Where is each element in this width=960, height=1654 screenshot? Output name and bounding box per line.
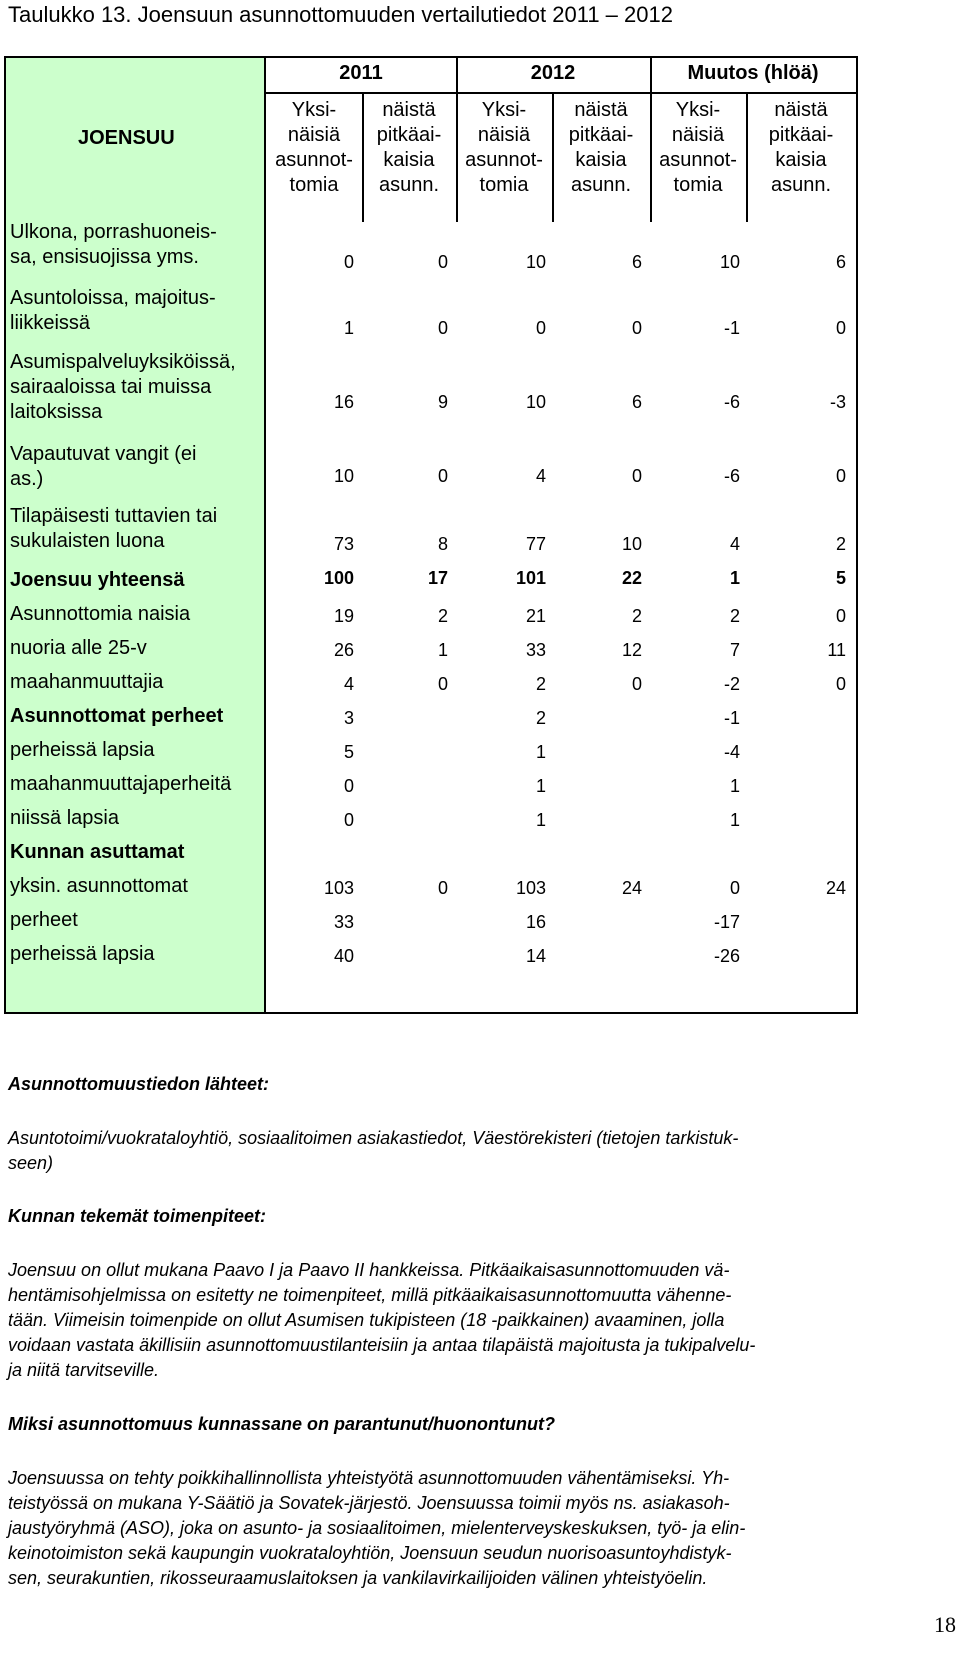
table-cell: 3 [343,708,354,728]
page-number: 18 [934,1612,956,1637]
table-cell: 14 [525,946,546,966]
table-cell: 8 [437,534,448,554]
table-cell: 2 [535,708,546,728]
table-cell: 11 [827,640,846,660]
col-header-longterm: näistä pitkäai- kaisia asunn. [768,99,834,196]
table-cell: 0 [631,466,642,486]
table-cell: 10 [719,252,740,272]
table-cell: 0 [835,674,846,694]
change-header: Muutos (hlöä) [687,62,819,84]
table-cell: 22 [621,568,642,588]
table-cell: 5 [835,568,846,588]
table-cell: 1 [535,742,546,762]
row-label: Vapautuvat vangit (ei as.) [10,443,197,490]
row-label: Tilapäisesti tuttavien tai sukulaisten luona [10,505,218,552]
table-cell: -3 [829,392,846,412]
col-header-single: Yksi- näisiä asunnot- tomia [659,99,737,196]
table-cell: 2 [437,606,448,626]
row-label-total: Joensuu yhteensä [10,569,185,591]
table-cell: 19 [333,606,354,626]
table-cell: 10 [333,466,354,486]
row-label: Asuntoloissa, majoitus- liikkeissä [10,287,216,334]
section-heading-why: Miksi asunnottomuus kunnassane on parantunut/huonontunut? [8,1414,555,1434]
table-cell: 2 [535,674,546,694]
table-cell: 12 [621,640,642,660]
row-label-families: Asunnottomat perheet [10,705,224,727]
table-cell: 24 [621,878,642,898]
actions-paragraph: Joensuu on ollut mukana Paavo I ja Paavo II hankkeissa. Pitkäaikaisasunnottomuuden vä- hentämisohjelmissa on esitetty ne toimenpiteet, millä pitkäaikaisasunnottomuutta vähenne- tään. Viimeisin toimenpide on ollut Asumisen tukipisteen (18 -paikkainen) avaaminen, jolla voidaan vastata äkillisiin asunnottomuustilanteisiin ja antaa tilapäistä majoitusta ja tukipalvelu- ja niitä tarvitseville. [8,1260,756,1380]
table-cell: 26 [333,640,354,660]
table-cell: 103 [515,878,546,898]
table-cell: 0 [631,674,642,694]
table-cell: 21 [525,606,546,626]
row-label: perheet [10,909,78,931]
row-label: yksin. asunnottomat [10,875,188,897]
table-cell: 0 [343,776,354,796]
table-cell: 4 [535,466,546,486]
table-cell: 0 [437,466,448,486]
table-cell: 1 [343,318,354,338]
table-cell: 73 [333,534,354,554]
table-cell: 0 [437,318,448,338]
table-cell: -17 [713,912,740,932]
table-cell: 0 [437,878,448,898]
table-cell: 4 [729,534,740,554]
table-cell: -6 [723,392,740,412]
col-header-single: Yksi- näisiä asunnot- tomia [275,99,353,196]
table-cell: -1 [723,708,740,728]
why-paragraph: Joensuussa on tehty poikkihallinnollista yhteistyötä asunnottomuuden vähentämiseksi. Yh- teistyössä on mukana Y-Säätiö ja Sovatek-järjestö. Joensuussa toimii myös ns. asiakasoh- jaustyöryhmä (ASO), joka on asunto- ja sosiaalitoimen, mielenterveyskeskuksen, työ- ja elin- keinotoimiston sekä kaupungin vuokrataloyhtiön, Joensuun seudun nuorisoasuntoyhdistyk- sen, seurakuntien, rikosseuraamuslaitoksen ja vankilavirkailijoiden välinen yhteistyöelin. [8,1468,746,1588]
table-cell: 2 [729,606,740,626]
table-cell: -6 [723,466,740,486]
row-label: maahanmuuttajaperheitä [10,773,232,795]
table-cell: 2 [631,606,642,626]
table-cell: 10 [525,252,546,272]
table-cell: 16 [333,392,354,412]
table-corner-label: JOENSUU [78,127,175,149]
table-cell: 10 [621,534,642,554]
table-cell: 33 [525,640,546,660]
table-cell: 1 [729,776,740,796]
table-cell: 77 [525,534,546,554]
row-label: Asunnottomia naisia [10,603,191,625]
row-label: Asumispalveluyksiköissä, sairaaloissa tai muissa laitoksissa [10,351,236,423]
row-label: Ulkona, porrashuoneis- sa, ensisuojissa yms. [10,221,217,268]
table-cell: 6 [631,252,642,272]
label-column [5,57,265,1013]
table-cell: 33 [333,912,354,932]
table-cell: 40 [333,946,354,966]
section-heading-sources: Asunnottomuustiedon lähteet: [8,1074,269,1094]
year-2011: 2011 [339,62,383,84]
sources-paragraph: Asuntotoimi/vuokrataloyhtiö, sosiaalitoimen asiakastiedot, Väestörekisteri (tietojen tarkistuk- seen) [8,1128,739,1173]
table-cell: 101 [515,568,546,588]
section-heading-actions: Kunnan tekemät toimenpiteet: [8,1206,267,1226]
table-cell: 5 [343,742,354,762]
comparison-table [4,56,858,1014]
row-label-municipal: Kunnan asuttamat [10,841,185,863]
table-cell: 0 [535,318,546,338]
table-cell: -1 [723,318,740,338]
col-header-longterm: näistä pitkäai- kaisia asunn. [376,99,442,196]
table-cell: 103 [323,878,354,898]
table-cell: 2 [835,534,846,554]
table-cell: 0 [437,252,448,272]
table-cell: 6 [631,392,642,412]
table-cell: 1 [729,810,740,830]
col-header-longterm: näistä pitkäai- kaisia asunn. [568,99,634,196]
table-cell: 17 [427,568,448,588]
table-cell: 1 [535,776,546,796]
table-cell: 0 [835,466,846,486]
table-cell: -4 [723,742,740,762]
table-cell: -2 [723,674,740,694]
table-cell: 100 [323,568,354,588]
table-cell: 1 [437,640,448,660]
row-label: maahanmuuttajia [10,671,164,693]
data-columns [265,57,857,1013]
row-label: perheissä lapsia [10,739,155,761]
table-cell: 24 [825,878,846,898]
table-cell: -26 [713,946,740,966]
table-cell: 0 [835,318,846,338]
table-cell: 10 [525,392,546,412]
table-cell: 7 [729,640,740,660]
table-cell: 1 [729,568,740,588]
table-title: Taulukko 13. Joensuun asunnottomuuden vertailutiedot 2011 – 2012 [8,2,673,27]
row-label: nuoria alle 25-v [10,637,147,659]
table-cell: 16 [525,912,546,932]
table-cell: 0 [343,810,354,830]
table-cell: 0 [729,878,740,898]
table-cell: 0 [343,252,354,272]
table-cell: 0 [835,606,846,626]
table-cell: 9 [437,392,448,412]
table-cell: 1 [535,810,546,830]
row-label: niissä lapsia [10,807,119,829]
table-cell: 0 [437,674,448,694]
year-2012: 2012 [530,62,576,84]
row-label: perheissä lapsia [10,943,155,965]
col-header-single: Yksi- näisiä asunnot- tomia [465,99,543,196]
table-cell: 0 [631,318,642,338]
table-cell: 6 [835,252,846,272]
table-cell: 4 [343,674,354,694]
